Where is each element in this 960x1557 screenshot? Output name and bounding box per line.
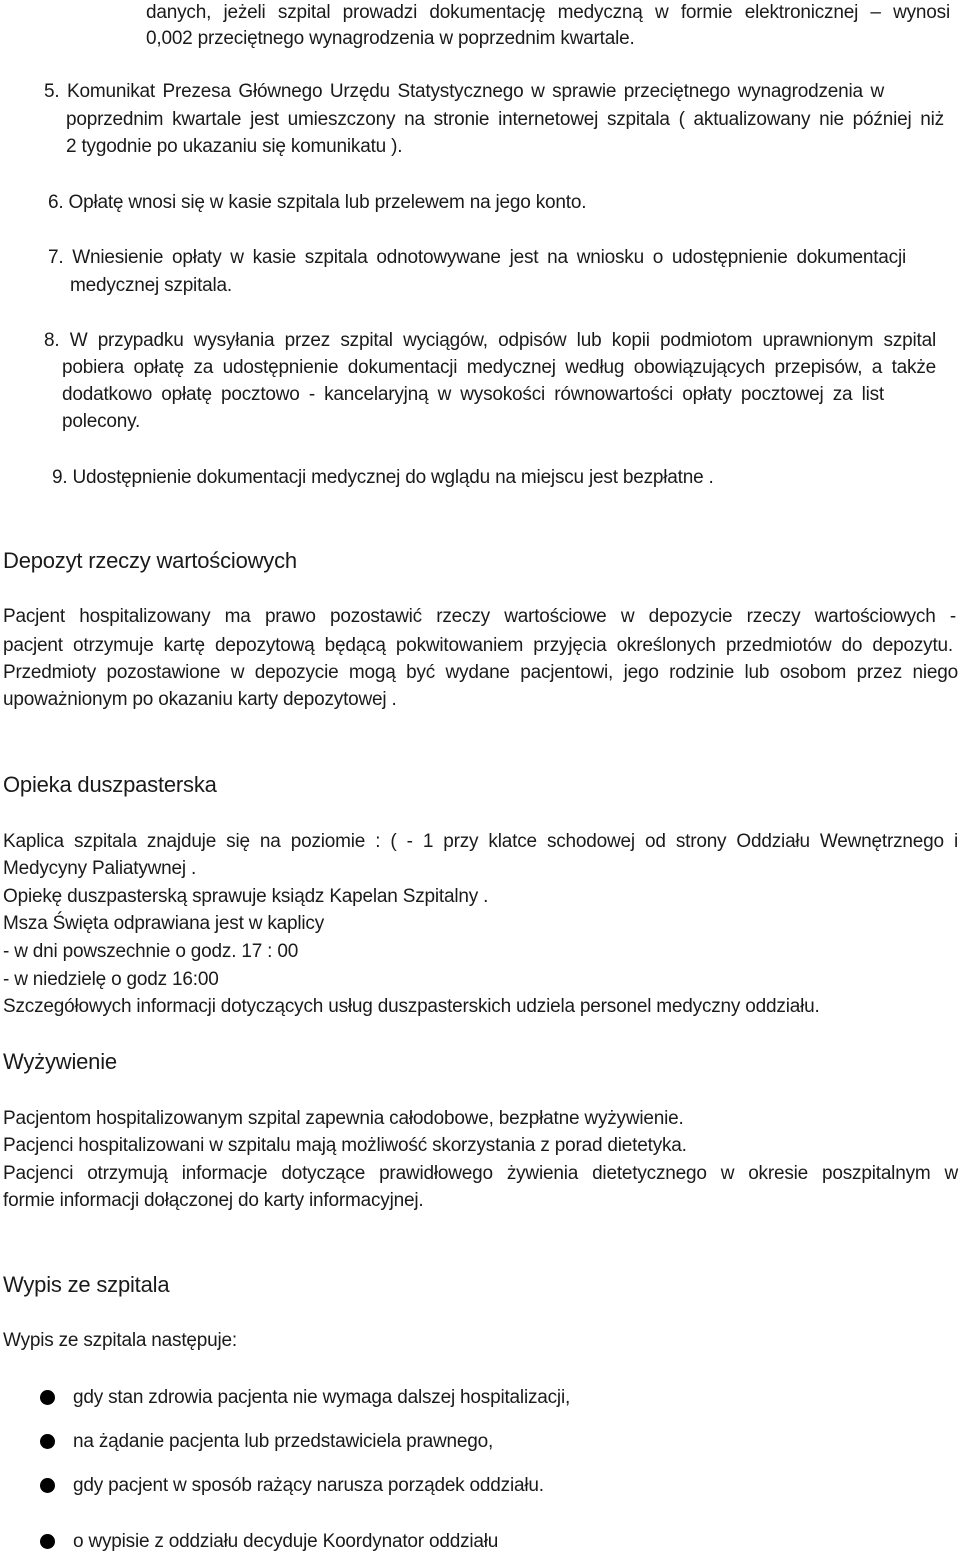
list-item-9: 9. Udostępnienie dokumentacji medycznej do wglądu na miejscu jest bezpłatne . — [52, 467, 714, 488]
paragraph-line: Pacjent hospitalizowany ma prawo pozostawić rzeczy wartościowe w depozycie rzeczy wartościowych - — [3, 606, 956, 627]
section-heading-wypis: Wypis ze szpitala — [3, 1272, 170, 1297]
paragraph-line: Medycyny Paliatywnej . — [3, 858, 197, 879]
paragraph-line: - w niedzielę o godz 16:00 — [3, 969, 219, 990]
list-item-8: 8. W przypadku wysyłania przez szpital wyciągów, odpisów lub kopii podmiotom uprawnionym szpital — [44, 330, 936, 351]
paragraph-line: dodatkowo opłatę pocztowo - kancelaryjną w wysokości równowartości opłaty pocztowej za list — [62, 384, 884, 405]
paragraph-line: polecony. — [62, 411, 141, 432]
bullet-text: o wypisie z oddziału decyduje Koordynator oddziału — [73, 1531, 499, 1552]
bullet-dot-icon — [40, 1390, 55, 1405]
paragraph-line: - w dni powszechnie o godz. 17 : 00 — [3, 941, 299, 962]
bullet-text: gdy pacjent w sposób rażący narusza porządek oddziału. — [73, 1475, 544, 1496]
section-heading-wyzywienie: Wyżywienie — [3, 1049, 117, 1074]
list-item-6: 6. Opłatę wnosi się w kasie szpitala lub przelewem na jego konto. — [48, 192, 587, 213]
paragraph-line: Wypis ze szpitala następuje: — [3, 1330, 237, 1351]
paragraph-line: Pacjentom hospitalizowanym szpital zapewnia całodobowe, bezpłatne wyżywienie. — [3, 1108, 684, 1129]
section-heading-opieka: Opieka duszpasterska — [3, 772, 217, 797]
list-item-5: 5. Komunikat Prezesa Głównego Urzędu Statystycznego w sprawie przeciętnego wynagrodzenia w — [44, 81, 884, 102]
paragraph-line: Przedmioty pozostawione w depozycie mogą być wydane pacjentowi, jego rodzinie lub osobom przez niego — [3, 662, 958, 683]
section-heading-depozyt: Depozyt rzeczy wartościowych — [3, 548, 297, 573]
paragraph-line: pacjent otrzymuje kartę depozytową będącą pokwitowaniem przyjęcia określonych przedmiotów do depozytu. — [3, 635, 953, 656]
bullet-dot-icon — [40, 1478, 55, 1493]
paragraph-line: Szczegółowych informacji dotyczących usług duszpasterskich udziela personel medyczny oddziału. — [3, 996, 820, 1017]
paragraph-line: formie informacji dołączonej do karty informacyjnej. — [3, 1190, 424, 1211]
bullet-dot-icon — [40, 1434, 55, 1449]
paragraph-line: upoważnionym po okazaniu karty depozytowej . — [3, 689, 397, 710]
bullet-text: na żądanie pacjenta lub przedstawiciela prawnego, — [73, 1431, 494, 1452]
paragraph-line: Pacjenci otrzymują informacje dotyczące prawidłowego żywienia dietetycznego w okresie poszpitalnym w — [3, 1163, 958, 1184]
paragraph-line: danych, jeżeli szpital prowadzi dokumentację medyczną w formie elektronicznej – wynosi — [146, 2, 950, 23]
paragraph-line: Kaplica szpitala znajduje się na poziomie : ( - 1 przy klatce schodowej od strony Oddziału Wewnętrznego i — [3, 831, 958, 852]
paragraph-line: Msza Święta odprawiana jest w kaplicy — [3, 913, 325, 934]
paragraph-line: medycznej szpitala. — [70, 275, 232, 296]
paragraph-line: Pacjenci hospitalizowani w szpitalu mają możliwość skorzystania z porad dietetyka. — [3, 1135, 687, 1156]
paragraph-line: 0,002 przeciętnego wynagrodzenia w poprzednim kwartale. — [146, 28, 635, 49]
list-item-7: 7. Wniesienie opłaty w kasie szpitala odnotowywane jest na wniosku o udostępnienie dokumentacji — [48, 247, 906, 268]
paragraph-line: Opiekę duszpasterską sprawuje ksiądz Kapelan Szpitalny . — [3, 886, 489, 907]
bullet-dot-icon — [40, 1534, 55, 1549]
paragraph-line: poprzednim kwartale jest umieszczony na stronie internetowej szpitala ( aktualizowany nie później niż — [66, 109, 944, 130]
bullet-text: gdy stan zdrowia pacjenta nie wymaga dalszej hospitalizacji, — [73, 1387, 571, 1408]
paragraph-line: pobiera opłatę za udostępnienie dokumentacji medycznej według obowiązujących przepisów, a także — [62, 357, 936, 378]
paragraph-line: 2 tygodnie po ukazaniu się komunikatu ). — [66, 136, 403, 157]
